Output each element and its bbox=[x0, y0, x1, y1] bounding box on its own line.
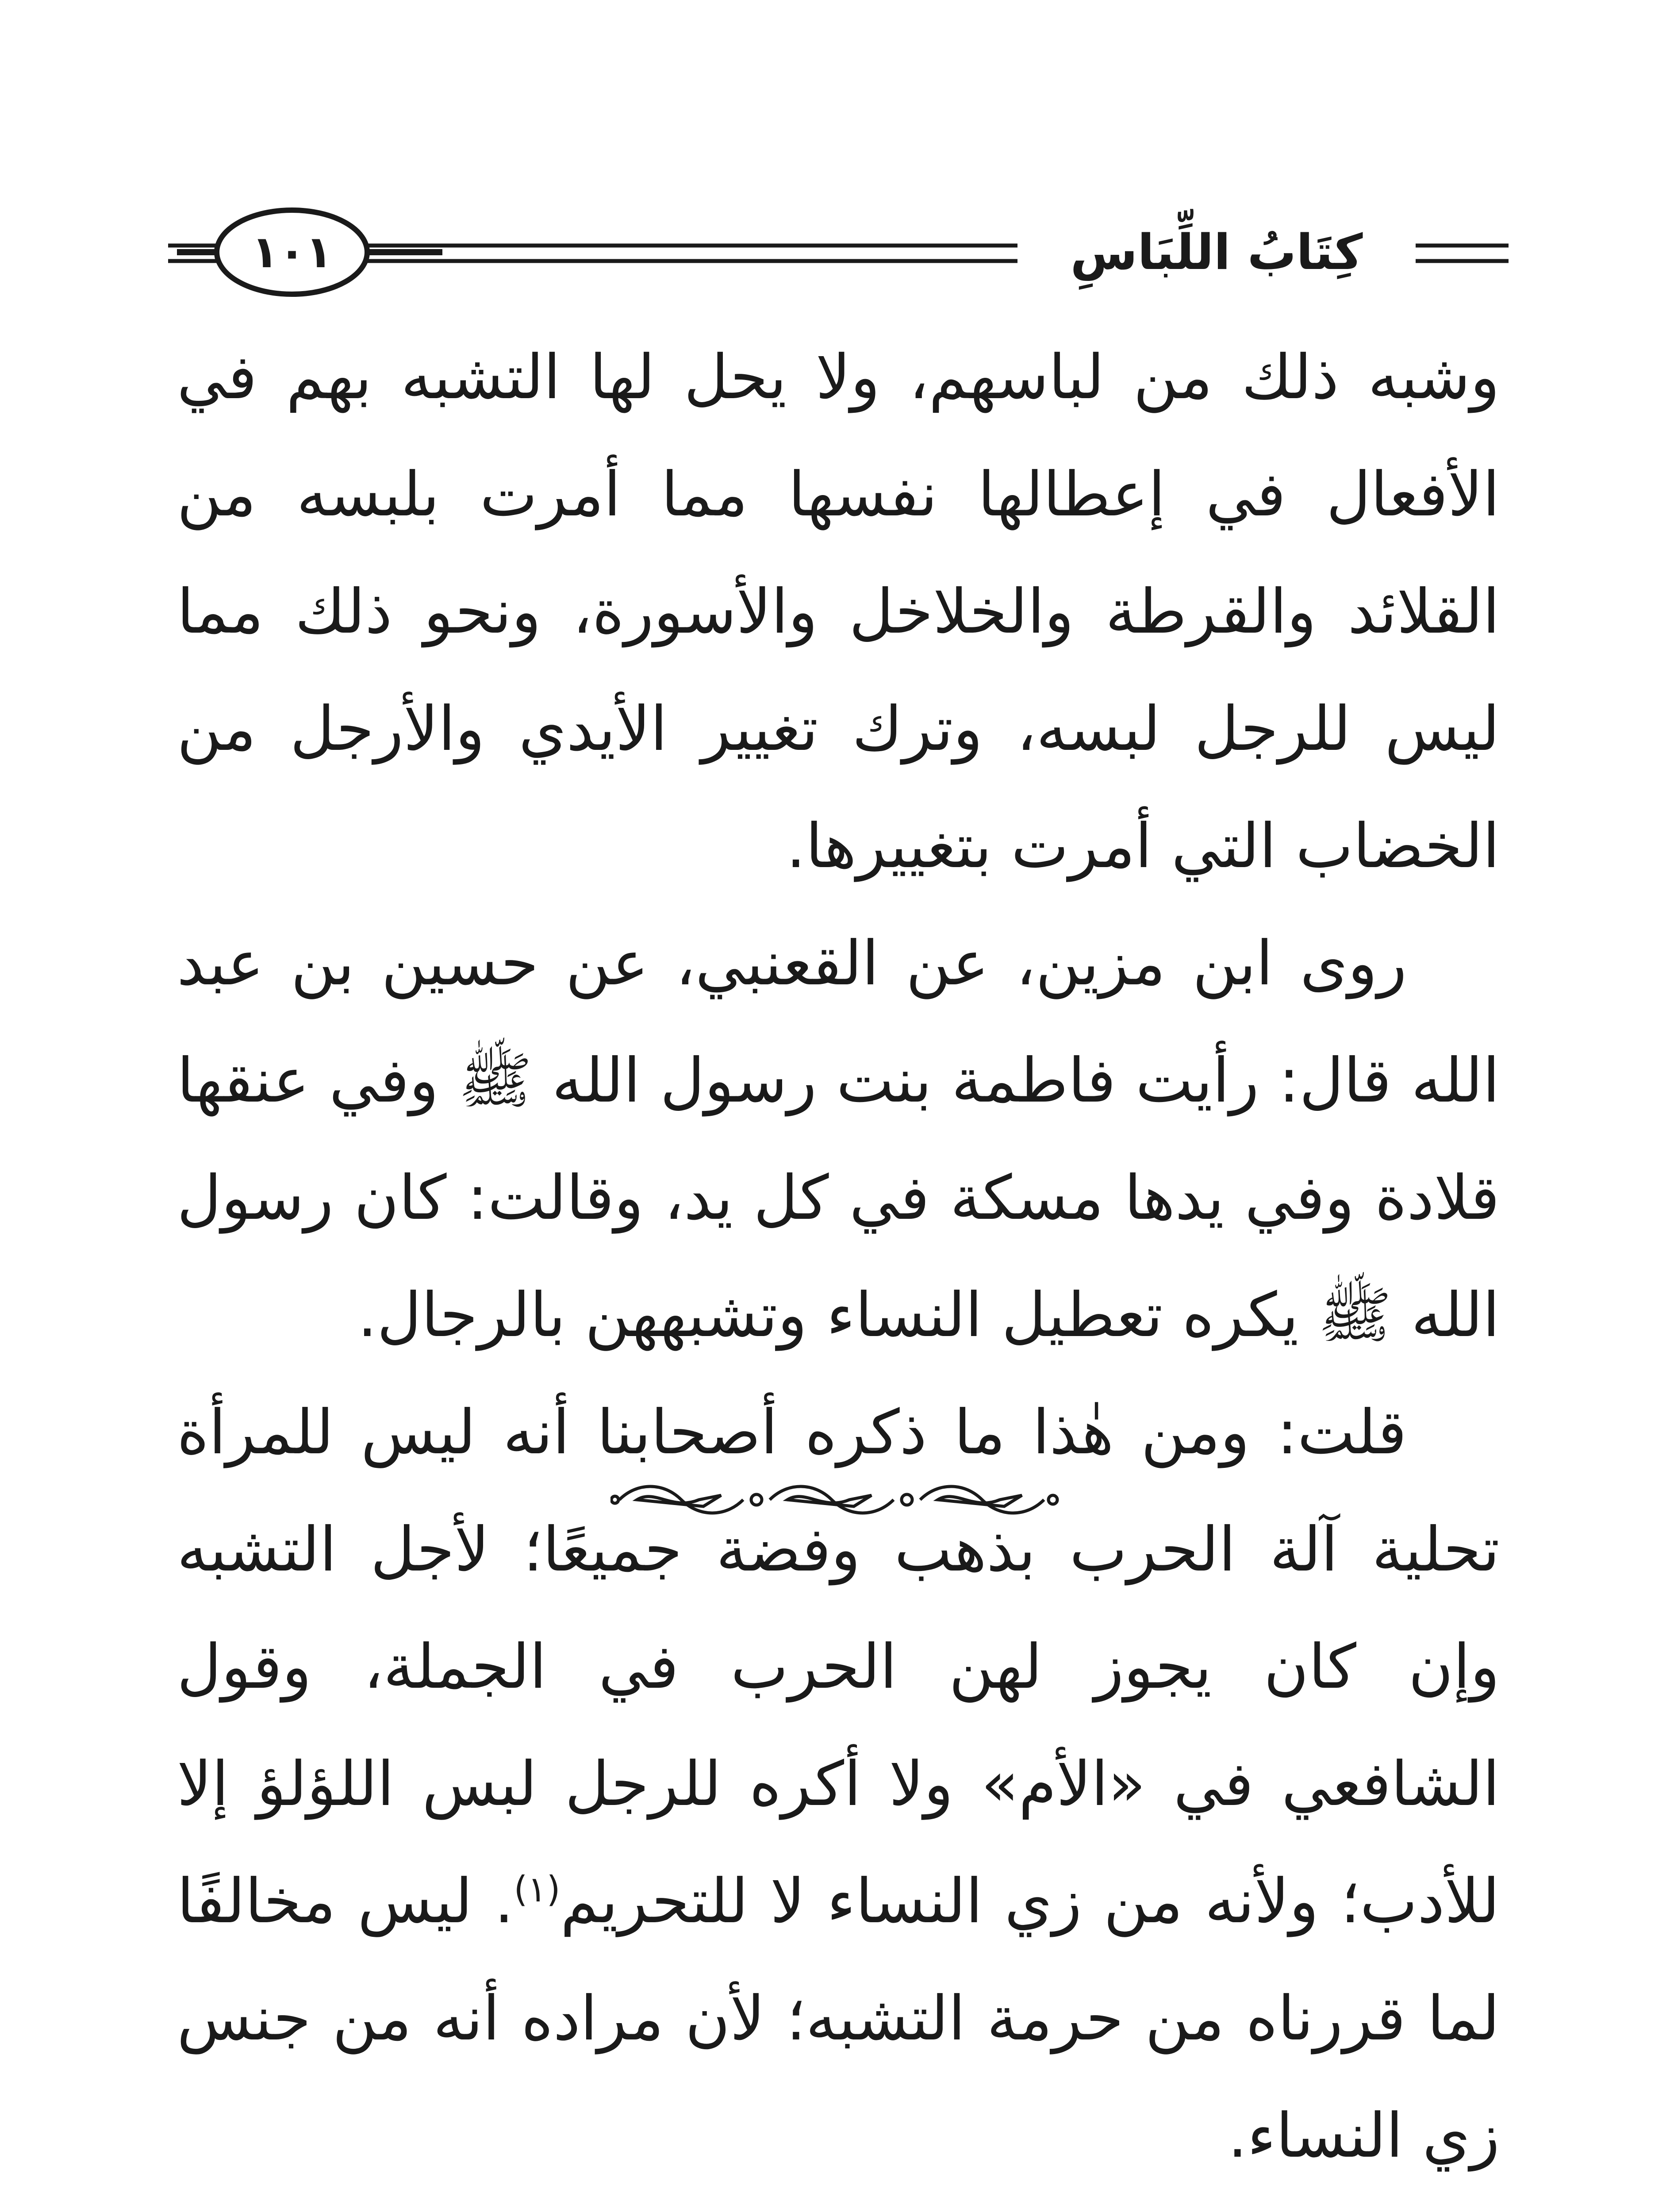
chapter-title: كِتَابُ اللِّبَاسِ bbox=[1017, 217, 1416, 288]
paragraph: روى ابن مزين، عن القعنبي، عن حسين بن عبد الله قال: رأيت فاطمة بنت رسول الله ﷺ وفي عنقها قلادة وفي يدها مسكة في كل يد، وقالت: كان رسول الله ﷺ يكره تعطيل النساء وتشبههن بالرجال. bbox=[177, 928, 1500, 1351]
main-text bbox=[177, 319, 1500, 2194]
paragraph-text: قلت: ومن هٰذا ما ذكره أصحابنا أنه ليس للمرأة تحلية آلة الحرب بذهب وفضة جميعًا؛ لأجل التشبه وإن كان يجوز لهن الحرب في الجملة، وقول الشافعي في «الأم» ولا أكره للرجل لبس اللؤلؤ إلا للأدب؛ ولأنه من زي النساء لا للتحريم bbox=[177, 1397, 1500, 1937]
footnote-reference[interactable]: (١) bbox=[514, 1869, 561, 1910]
ornament-divider-icon bbox=[610, 1473, 1062, 1526]
paragraph-text: . ليس مخالفًا لما قررناه من حرمة التشبه؛ لأن مراده أنه من جنس زي النساء. bbox=[177, 1866, 1500, 2171]
page-header bbox=[168, 195, 1509, 310]
paragraph: وشبه ذلك من لباسهم، ولا يحل لها التشبه بهم في الأفعال في إعطالها نفسها مما أمرت بلبسه من القلائد والقرطة والخلاخل والأسورة، ونحو ذلك مما ليس للرجل لبسه، وترك تغيير الأيدي والأرجل من الخضاب التي أمرت بتغييرها. bbox=[177, 342, 1500, 882]
page-number: ١٠١ bbox=[251, 226, 333, 278]
